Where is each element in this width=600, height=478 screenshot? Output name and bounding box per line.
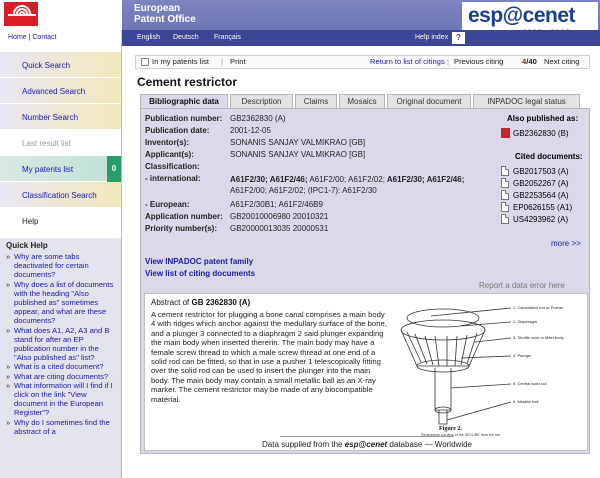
- european-class-link[interactable]: A61F2/30B1; A61F2/46B9: [230, 200, 323, 209]
- brand-name: esp@cenet: [468, 4, 576, 27]
- figure-label: 6. Metallic ball: [513, 399, 539, 404]
- report-error-link[interactable]: Report a data error here: [479, 281, 565, 290]
- in-patents-list-label: In my patents list: [152, 57, 209, 66]
- sidebar-item-quick-search[interactable]: Quick Search: [0, 52, 121, 78]
- cited-document[interactable]: GB2253564 (A): [501, 190, 569, 200]
- quick-help-item[interactable]: » Why does a list of documents with the heading "Also published as" sometimes appear, and what are these documents?: [6, 280, 118, 326]
- abstract-text: A cement restrictor for plugging a bone canal comprises a main body 4 with ridges which anchor against the medullary surface of the bone, and a plunger 3 connected to a diaphragm 2 said plunger expanding the main body when inserted thererin. The main body may have a female screw thread to which a male screw thread at one end of a solid rod can be fitted, so that in use a pusher 1 telescopically fitting over the solid rod can be used to insert the plunger into the main body. The main body may contain a small metallic ball as an X-ray marker. The cement restrictor may be made of any biocompatible material.: [151, 310, 387, 404]
- sidebar-item-last-result-list: Last result list: [0, 130, 121, 156]
- result-toolbar: [135, 55, 590, 69]
- help-index-link[interactable]: Help index: [415, 34, 449, 41]
- previous-citing-link[interactable]: Previous citing: [454, 57, 504, 66]
- quick-help-item[interactable]: » What are citing documents?: [6, 372, 118, 381]
- quick-help-item[interactable]: » Why are some tabs deactivated for certain documents?: [6, 252, 118, 280]
- inpadoc-family-link[interactable]: View INPADOC patent family: [145, 257, 254, 266]
- abstract-box: [144, 293, 588, 451]
- pdf-icon: [501, 128, 510, 138]
- figure-label: 4. Plunger: [513, 353, 532, 358]
- quick-help-list: [6, 252, 118, 436]
- cited-document[interactable]: US4293962 (A): [501, 214, 568, 224]
- quick-help-item[interactable]: » What does A1, A2, A3 and B stand for after an EP publication number in the "Also published as" list?: [6, 326, 118, 363]
- document-icon: [501, 166, 509, 176]
- figure-label: 3. Shuttle cock or Main body: [513, 335, 564, 340]
- patent-drawing: [391, 298, 587, 436]
- divider: [280, 436, 454, 437]
- help-icon[interactable]: ?: [452, 32, 465, 44]
- quick-help-item[interactable]: » Why do I sometimes find the abstract of a: [6, 418, 118, 436]
- document-icon: [501, 202, 509, 212]
- row-international: - international: A61F2/30; A61F2/46; A61F2/00; A61F2/02; A61F2/30; A61F2/46; A61F2/00; A61F2/02; (IPC1-7): A61F2/30: [145, 174, 475, 198]
- print-link[interactable]: Print: [230, 57, 246, 66]
- figure-caption: Figure 2.: [439, 426, 462, 432]
- also-published-item[interactable]: GB2362830 (B): [501, 128, 569, 138]
- quick-help-title: Quick Help: [6, 241, 48, 250]
- toolbar-divider: |: [221, 57, 223, 66]
- sidebar-item-my-patents-list[interactable]: [0, 156, 121, 182]
- sidebar-item-help[interactable]: Help: [0, 208, 121, 234]
- international-classes: A61F2/30; A61F2/46; A61F2/00; A61F2/02; A61F2/30; A61F2/46; A61F2/00; A61F2/02; (IPC1-7): A61F2/30: [230, 175, 465, 195]
- citing-documents-link[interactable]: View list of citing documents: [145, 269, 256, 278]
- figure-subcaption: Perspective cut view of the SECURE from the top: [421, 433, 500, 436]
- cited-document[interactable]: EP0626155 (A1): [501, 202, 572, 212]
- tab-mosaics[interactable]: Mosaics: [339, 94, 385, 108]
- sidebar-item-number-search[interactable]: Number Search: [0, 104, 121, 130]
- org-name: European Patent Office: [134, 3, 196, 25]
- quick-help-panel: [0, 238, 121, 478]
- abstract-heading: Abstract of GB 2362830 (A): [151, 298, 251, 307]
- epo-logo-icon: [4, 2, 38, 26]
- cited-document[interactable]: GB2017503 (A): [501, 166, 569, 176]
- also-published-label: Also published as:: [507, 114, 579, 123]
- tab-description[interactable]: Description: [230, 94, 293, 108]
- document-icon: [501, 190, 509, 200]
- sidebar-item-label: My patents list: [22, 165, 74, 174]
- figure-label: 5. Central solid rod: [513, 381, 547, 386]
- lang-english[interactable]: English: [137, 34, 160, 41]
- tab-claims[interactable]: Claims: [295, 94, 337, 108]
- tab-inpadoc-legal-status[interactable]: INPADOC legal status: [473, 94, 580, 108]
- document-icon: [501, 178, 509, 188]
- toolbar-divider: |: [447, 57, 449, 66]
- figure-label: 2. Diaphragm: [513, 319, 538, 324]
- next-citing-link[interactable]: Next citing: [544, 57, 580, 66]
- return-to-citings-link[interactable]: Return to list of citings: [370, 57, 445, 66]
- sidebar-item-advanced-search[interactable]: Advanced Search: [0, 78, 121, 104]
- cited-document[interactable]: GB2052267 (A): [501, 178, 569, 188]
- page-title: Cement restrictor: [137, 75, 238, 89]
- figure-label: 1. Cannulated rod or Pusher: [513, 305, 564, 310]
- bibliographic-panel: Publication number: GB2362830 (A) Publication date: 2001-12-05 Inventor(s): SONANIS SANJAY VALMIKRAO [GB] Applicant(s): SONANIS SANJAY VALMIKRAO [GB] Classification: - international: A61F2/30; A61F2/46; A61F2/00; A61F2/02; A61F2/30; A61F2/46; A61F2/00; A61F2/02; (IPC1-7): A61F2/30 - European: A61F2/30B1; A61F2/46B9 Application number: GB20010006980 20010321 Priority number(s): GB20000013035 20000531 Also published as: GB2362830 (B) Cited documents: GB2017503 (A) GB2052267 (A) GB2253564 (A) EP0626155 (A1) US4293962 (A) more >> View INPADOC patent family View list of citing documents Report a data error here Abstract of GB 2362830 (A) A cement restrictor for plugging a bone canal comprises a main body 4 with ridges which anchor against the medullary surface of the bone, and a plunger 3 connected to a diaphragm 2 said plunger expanding the main body when inserted thererin. The main body may have a female screw thread to which a male screw thread at one end of a solid rod can be fitted, so that in use a pusher 1 telescopically fitting over the solid rod can be used to insert the plunger into the main body. The main body may contain a small metallic ball as an X-ray marker. The cement restrictor may be made of any biocompatible material. 1. Cannulated rod or Pusher 2. Diaphragm 3. Shuttle cock or Main body 4. Plunger 5. Central solid rod 6. Metallic ball Figure 2. Perspective cut view of the SECURE from the top Data supplied from the esp@cenet database — Worldwide: [140, 108, 590, 454]
- lang-deutsch[interactable]: Deutsch: [173, 34, 199, 41]
- in-patents-list-checkbox[interactable]: [141, 58, 149, 66]
- quick-help-item[interactable]: » What information will I find if I click on the link "View document in the European Register"?: [6, 381, 118, 418]
- position-indicator: 4/40: [522, 57, 537, 66]
- cited-documents-label: Cited documents:: [515, 152, 583, 161]
- patents-count-badge: 0: [107, 156, 121, 182]
- sidebar-item-classification-search[interactable]: Classification Search: [0, 182, 121, 208]
- home-contact-link[interactable]: Home | Contact: [0, 30, 122, 46]
- data-supplied-note: Data supplied from the esp@cenet database — Worldwide: [262, 440, 472, 449]
- tab-bibliographic-data[interactable]: Bibliographic data: [140, 94, 228, 108]
- quick-help-item[interactable]: » What is a cited document?: [6, 362, 118, 371]
- lang-francais[interactable]: Français: [214, 34, 241, 41]
- tab-original-document[interactable]: Original document: [387, 94, 471, 108]
- document-icon: [501, 214, 509, 224]
- more-cited-link[interactable]: more >>: [551, 239, 581, 248]
